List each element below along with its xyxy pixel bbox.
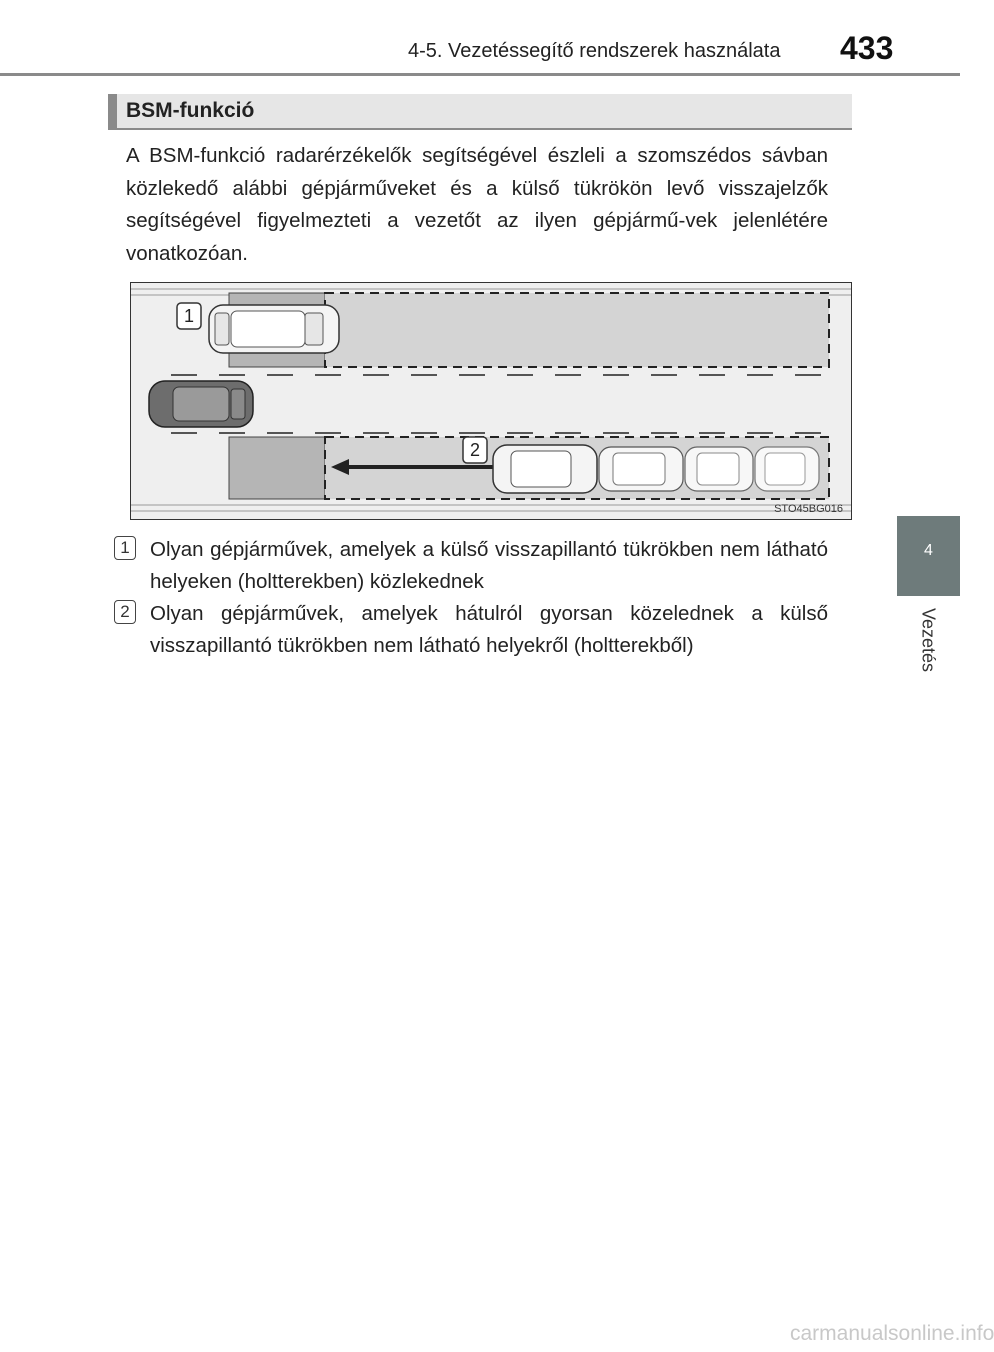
item-text: Olyan gépjárművek, amelyek a külső visszapillantó tükrökben nem látható helyeken (holtterekben) közlekednek [150, 538, 828, 593]
header-title: 4-5. Vezetéssegítő rendszerek használata [408, 40, 781, 62]
figure-code: STO45BG016 [774, 503, 843, 515]
ego-car [149, 381, 253, 427]
chapter-tab[interactable] [897, 516, 960, 596]
callout-2-label: 2 [469, 440, 481, 460]
car-approaching-1 [493, 445, 597, 493]
car-upper-lane [209, 305, 339, 353]
header-divider [0, 73, 960, 76]
page-number: 433 [840, 30, 894, 66]
intro-paragraph: A BSM-funkció radarérzékelők segítségével észleli a szomszédos sávban közlekedő alábbi gépjárműveket és a külső tükrökön levő visszajelzők segítségével figyelmezteti a vezetőt az ilyen gépjármű-vek jelenlétére vonatkozóan. [126, 144, 828, 265]
section-heading [108, 94, 852, 130]
car-approaching-3 [685, 447, 753, 491]
item-number-badge: 2 [114, 600, 136, 624]
chapter-label: Vezetés [918, 607, 939, 673]
item-number-badge: 1 [114, 536, 136, 560]
watermark: carmanualsonline.info [790, 1322, 994, 1345]
car-approaching-4 [755, 447, 819, 491]
callout-1-label: 1 [183, 306, 195, 326]
chapter-number: 4 [924, 542, 933, 559]
item-text: Olyan gépjárművek, amelyek hátulról gyorsan közelednek a külső visszapillantó tükrökben nem látható helyekről (holtterekből) [150, 602, 828, 657]
bsm-illustration [130, 282, 852, 520]
car-approaching-2 [599, 447, 683, 491]
section-heading-label: BSM-funkció [126, 99, 255, 122]
